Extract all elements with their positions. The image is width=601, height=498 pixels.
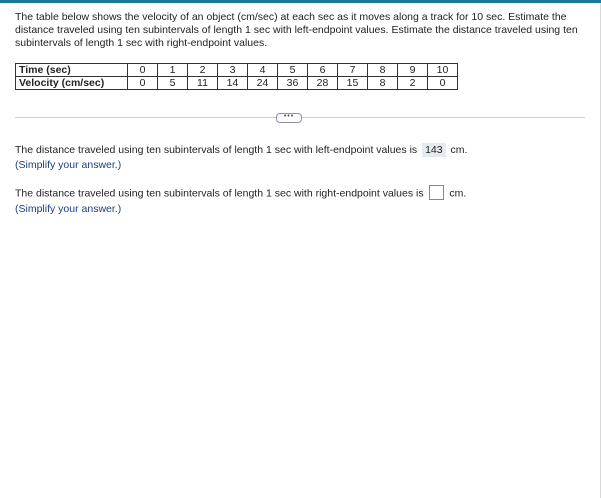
answer-right-endpoint — [15, 186, 466, 201]
answer-right-input[interactable] — [429, 185, 444, 200]
velocity-cell: 24 — [248, 77, 278, 90]
velocity-cell: 0 — [128, 77, 158, 90]
velocity-cell: 2 — [398, 77, 428, 90]
time-row-label: Time (sec) — [16, 64, 128, 77]
answer-left-unit: cm. — [450, 144, 468, 156]
velocity-cell: 5 — [158, 77, 188, 90]
expand-more-button[interactable]: ••• — [276, 113, 302, 123]
simplify-hint: (Simplify your answer.) — [15, 203, 122, 215]
time-cell: 6 — [308, 64, 338, 77]
velocity-cell: 28 — [308, 77, 338, 90]
velocity-cell: 15 — [338, 77, 368, 90]
time-cell: 0 — [128, 64, 158, 77]
time-cell: 7 — [338, 64, 368, 77]
velocity-table — [15, 63, 458, 90]
simplify-hint: (Simplify your answer.) — [15, 159, 122, 171]
time-cell: 2 — [188, 64, 218, 77]
time-cell: 3 — [218, 64, 248, 77]
velocity-cell: 8 — [368, 77, 398, 90]
top-accent-bar — [0, 0, 601, 3]
velocity-row-label: Velocity (cm/sec) — [16, 77, 128, 90]
velocity-cell: 14 — [218, 77, 248, 90]
time-cell: 10 — [428, 64, 458, 77]
answer-right-unit: cm. — [449, 187, 467, 200]
answer-right-text: The distance traveled using ten subintervals of length 1 sec with right-endpoint values is — [15, 187, 424, 200]
question-text: The table below shows the velocity of an object (cm/sec) at each sec as it moves along a track for 10 sec. Estimate the distance traveled using ten subintervals of length 1 sec with left-endpoint values. Estimate the distance traveled using ten subintervals of length 1 sec with right-endpoint values. — [15, 11, 578, 49]
velocity-cell: 11 — [188, 77, 218, 90]
time-cell: 8 — [368, 64, 398, 77]
velocity-row — [16, 77, 458, 90]
velocity-cell: 36 — [278, 77, 308, 90]
time-cell: 4 — [248, 64, 278, 77]
time-cell: 9 — [398, 64, 428, 77]
time-cell: 1 — [158, 64, 188, 77]
velocity-cell: 0 — [428, 77, 458, 90]
time-cell: 5 — [278, 64, 308, 77]
time-row — [16, 64, 458, 77]
answer-left-text: The distance traveled using ten subintervals of length 1 sec with left-endpoint values is — [15, 144, 418, 156]
answer-left-endpoint — [15, 143, 467, 157]
answer-left-value[interactable]: 143 — [422, 143, 446, 157]
